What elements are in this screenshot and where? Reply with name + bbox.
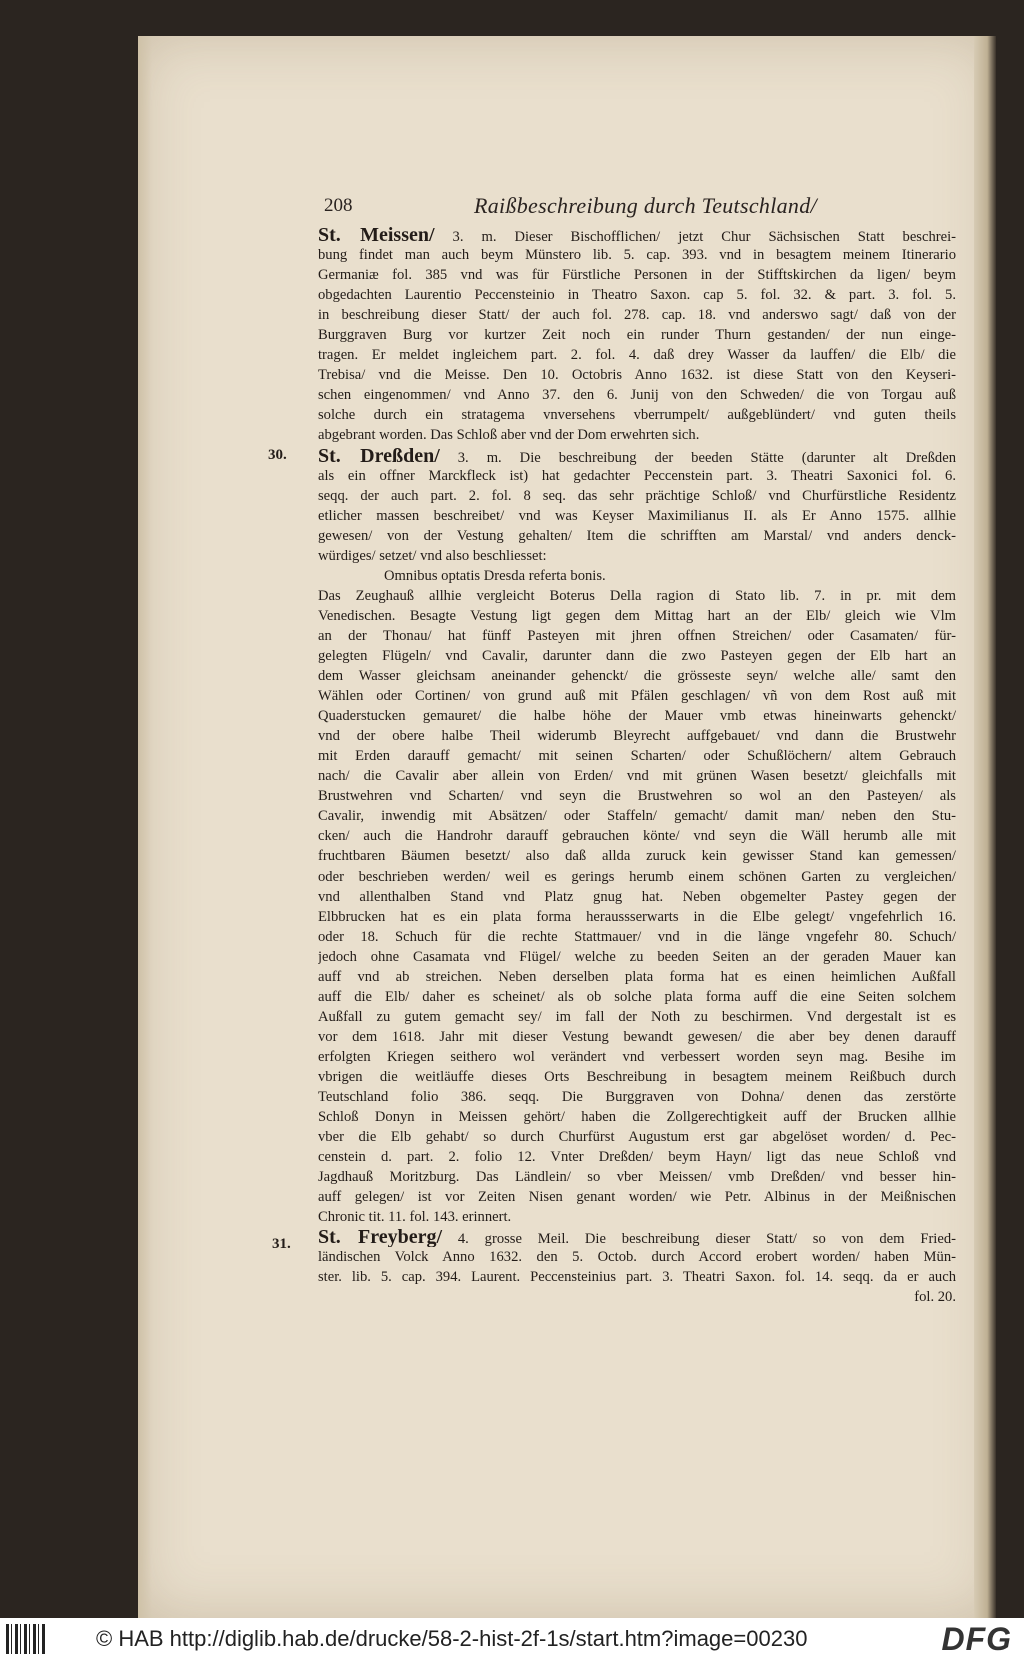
text-line: St. Dreßden/ 3. m. Die beschreibung der beeden Stätte (darunter alt Dreßden: [318, 445, 956, 466]
text-line: als ein offner Marckfleck ist) hat gedachter Peccenstein part. 3. Theatri Saxonici fol. 6.: [318, 467, 956, 484]
text-line: jedoch ohne Casamata vnd Flügel/ welche zu beeden Seiten an der geraden Mauer kan: [318, 948, 956, 965]
text-line: fruchtbaren Bäumen besetzt/ also daß allda zuruck kein gewisser Stand kan gemessen/: [318, 848, 956, 865]
text-line: würdiges/ setzet/ vnd also beschliesset:: [318, 547, 547, 564]
text-line: auff gelegen/ ist vor Zeiten Nisen genant worden/ wie Petr. Albinus in der Meißnischen: [318, 1189, 956, 1206]
text-line: Venedischen. Besagte Vestung ligt gegen dem Mittag hart an der Elb/ gleich wie Vlm: [318, 607, 956, 624]
text-line: Quaderstucken gemauret/ die halbe höhe der Mauer vmb etwas hineinwarts gehenckt/: [318, 708, 956, 725]
text-line: vor dem 1618. Jahr mit dieser Vestung bewandt gewesen/ die aber bey denen darauff: [318, 1028, 956, 1045]
text-line: auff die Elb/ daher es scheinet/ als ob solche plata forma auff die eine Seiten solchem: [318, 988, 956, 1005]
text-line: nach/ die Cavalir aber allein von Erden/ vnd mit grünen Wasen besetzt/ gleichfalls mit: [318, 768, 956, 785]
text-line: Trebisa/ vnd die Meisse. Den 10. Octobris Anno 1632. ist diese Statt von den Keyseri-: [318, 367, 956, 384]
text-line: oder beschrieben werden/ weil es gerings herumb einem schönen Garten zu vergleichen/: [318, 868, 956, 885]
text-line: ster. lib. 5. cap. 394. Laurent. Peccensteinius part. 3. Theatri Saxon. fol. 14. seqq. da er auch: [318, 1269, 956, 1286]
text-line: abgebrant worden. Das Schloß aber vnd der Dom erwehrten sich.: [318, 427, 700, 444]
dfg-logo: DFG: [941, 1621, 1012, 1657]
text-line: oder 18. Schuch für die rechte Stattmauer/ vnd in die länge vngefehr 80. Schuch/: [318, 928, 956, 945]
text-line: in beschreibung dieser Statt/ der auch fol. 278. cap. 18. vnd anderswo sagt/ daß von der: [318, 307, 956, 324]
text-line: Germaniæ fol. 385 vnd was für Fürstliche Personen in der Stifftskirchen da ligen/ beym: [318, 267, 956, 284]
text-line: Schloß Donyn in Meissen gehört/ haben die Zollgerechtigkeit auff der Brucken allhie: [318, 1109, 956, 1126]
text-line: Außfall zu gutem gemacht sey/ im fall der Noth zu beschirmen. Vnd dergestalt ist es: [318, 1008, 956, 1025]
page-header: [324, 193, 956, 223]
text-line: mit Erden darauff gemacht/ mit seinen Scharten/ oder Schußlöchern/ altem Gebrauch: [318, 748, 956, 765]
footer-bar: [0, 1618, 1024, 1660]
text-line: bung findet man auch beym Münstero lib. 5. cap. 393. vnd in besagtem meinem Itinerario: [318, 247, 956, 264]
text-line: St. Meissen/ 3. m. Dieser Bischofflichen/ jetzt Chur Sächsischen Statt beschrei-: [318, 225, 956, 246]
text-line: gewesen/ von der Vestung gehalten/ Item die schrifften am Marstal/ vnd anders denck-: [318, 527, 956, 544]
text-line: Omnibus optatis Dresda referta bonis.: [384, 567, 606, 584]
running-title: Raißbeschreibung durch Teutschland/: [474, 193, 817, 218]
text-line: Teutschland folio 386. seqq. Die Burggraven von Dohna/ denen das zerstörte: [318, 1089, 956, 1106]
source-url[interactable]: © HAB http://diglib.hab.de/drucke/58-2-hist-2f-1s/start.htm?image=00230: [96, 1626, 808, 1651]
text-line: tragen. Er meldet ingleichem part. 2. fol. 4. daß drey Wasser da lauffen/ die Elb/ die: [318, 347, 956, 364]
page-number: 208: [324, 195, 353, 216]
margin-number-31: 31.: [272, 1236, 291, 1252]
text-line: solche durch ein stratagema vnversehens vberrumpelt/ außgeblündert/ vnd guten theils: [318, 407, 956, 424]
body-text: [318, 225, 956, 1308]
text-line: censtein d. part. 2. folio 12. Vnter Dreßden/ beym Hayn/ ligt das neue Schloß vnd: [318, 1149, 956, 1166]
text-line: seqq. der auch part. 2. fol. 8 seq. das sehr prächtige Schloß/ vnd Churfürstliche Residentz: [318, 487, 956, 504]
text-line: erfolgten Kriegen seithero wol verändert vnd verbessert worden seyn mag. Besihe im: [318, 1048, 956, 1065]
text-line: dem Wasser gleichsam aneinander gehenckt/ die grösseste seyn/ welche alle/ samt den: [318, 668, 956, 685]
text-line: Brustwehren vnd Scharten/ vnd seyn die Brustwehren so wol an den Pasteyen/ als: [318, 788, 956, 805]
text-line: gelegten Flügeln/ vnd Cavalir, darunter dann die zwo Pasteyen gegen der Elb hart an: [318, 647, 956, 664]
page-fold: [974, 36, 996, 1618]
text-line: vnd allenthalben Stand vnd Platz gnug hat. Neben obgemelter Pastey gegen der: [318, 888, 956, 905]
section-heading: St. Freyberg/: [318, 1227, 443, 1248]
page-edge-shadow: [138, 36, 152, 1618]
text-line: etlicher massen beschreibet/ vnd was Keyser Maximilianus II. als Er Anno 1575. allhie: [318, 507, 956, 524]
text-line: Elbbrucken hat es ein plata forma heraussserwarts in die Elbe gelegt/ vngefehrlich 16.: [318, 908, 956, 925]
text-line: Das Zeughauß allhie vergleicht Boterus Della ragion di Stato lib. 7. in pr. mit dem: [318, 587, 956, 604]
text-line: ländischen Volck Anno 1632. den 5. Octob. durch Accord erobert worden/ haben Mün-: [318, 1249, 956, 1266]
section-heading: St. Meissen/: [318, 225, 435, 246]
text-line: Burggraven Burg vor kurtzer Zeit noch ein runder Thurn gestanden/ der nun einge-: [318, 327, 956, 344]
text-line: St. Freyberg/ 4. grosse Meil. Die beschreibung dieser Statt/ so von dem Fried-: [318, 1227, 956, 1248]
library-logo-icon: [6, 1624, 46, 1654]
text-line: Chronic tit. 11. fol. 143. erinnert.: [318, 1209, 512, 1226]
text-line: cken/ auch die Handrohr darauff gebrauchen könte/ vnd seyn die Wäll herumb alle mit: [318, 828, 956, 845]
margin-number-30: 30.: [268, 447, 287, 463]
text-line: vnd der obere halbe Theil widerumb Bleyrecht auffgebauet/ vnd dann die Brustwehr: [318, 728, 956, 745]
text-line: obgedachten Laurentio Peccensteinio in Theatro Saxon. cap 5. fol. 32. & part. 3. fol. 5.: [318, 287, 956, 304]
text-line: vber die Elb gehabt/ so durch Churfürst Augustum erst gar abgelöset worden/ d. Pec-: [318, 1129, 956, 1146]
text-line: Wählen oder Cortinen/ von grund auß mit Pfälen geschlagen/ vñ von dem Rost auß mit: [318, 688, 956, 705]
text-line: schen eingenommen/ vnd Anno 37. den 6. Junij von den Schweden/ die von Torgau auß: [318, 387, 956, 404]
section-heading: St. Dreßden/: [318, 445, 440, 466]
text-line: an der Thonau/ hat fünff Pasteyen mit jhren offnen Streichen/ oder Casamaten/ für-: [318, 627, 956, 644]
text-line: Cavalir, inwendig mit Absätzen/ oder Staffeln/ gemacht/ damit man/ neben den Stu-: [318, 808, 956, 825]
text-line: auff vnd ab streichen. Neben derselben plata forma hat es einen heimlichen Außfall: [318, 968, 956, 985]
text-line: Jagdhauß Moritzburg. Das Ländlein/ so vber Meissen/ vmb Dreßden/ vnd besser hin-: [318, 1169, 956, 1186]
text-line: fol. 20.: [914, 1289, 956, 1306]
text-line: vbrigen die weitläuffe dieses Orts Beschreibung in besagtem meinem Reißbuch durch: [318, 1068, 956, 1085]
